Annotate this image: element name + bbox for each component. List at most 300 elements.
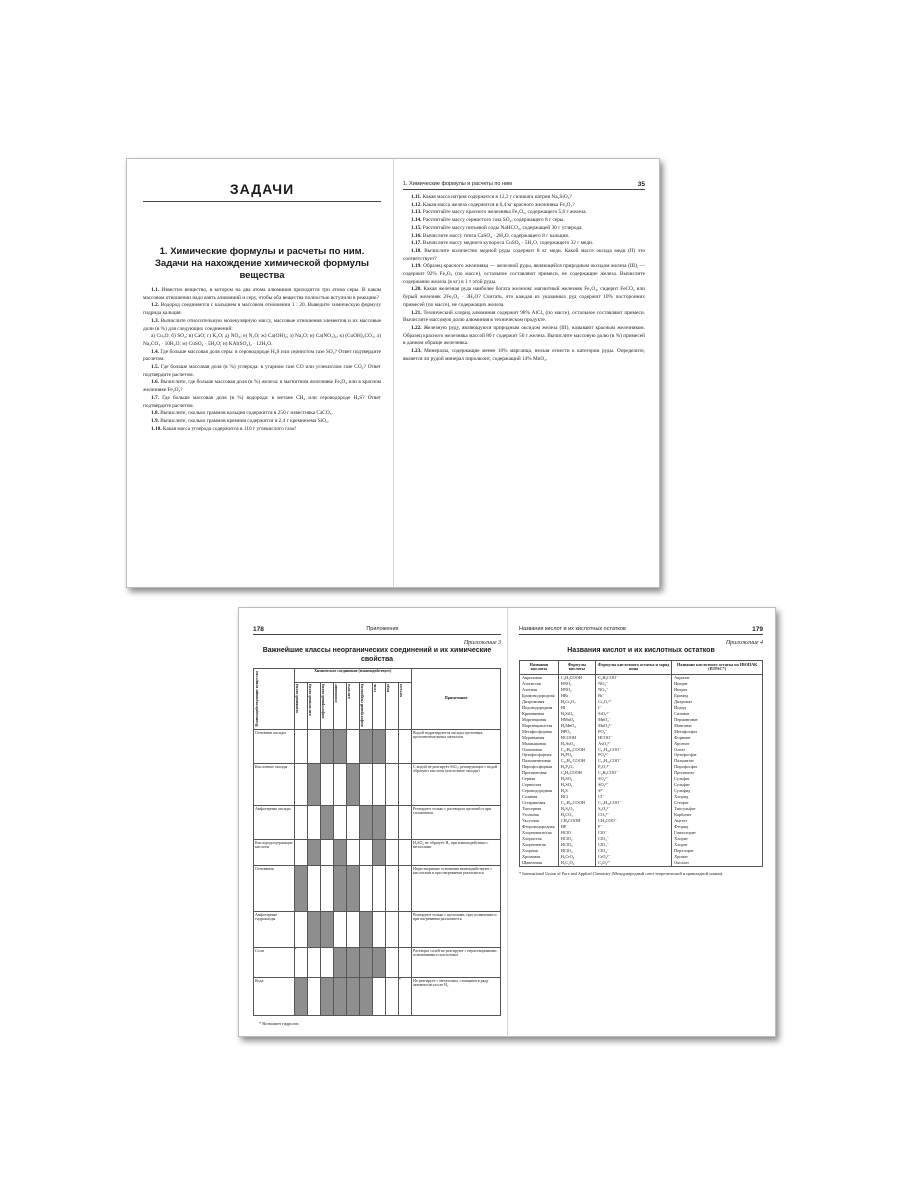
row-note: Водой гидратируются оксиды щелочных, щелочноземельных металлов bbox=[412, 729, 501, 763]
table-cell: C₂O₄²⁻ bbox=[596, 860, 672, 866]
table-cell bbox=[359, 977, 372, 1015]
table-cell: HClO₃ bbox=[558, 842, 595, 848]
table-cell: H₂SiO₃ bbox=[558, 711, 595, 717]
problem-item bbox=[403, 348, 645, 363]
table-cell bbox=[385, 839, 398, 865]
table-cell bbox=[359, 805, 372, 839]
table-cell bbox=[320, 805, 333, 839]
table-cell bbox=[346, 729, 359, 763]
table-cell: Соляная bbox=[520, 794, 559, 800]
col-header-sub: амфотерный гидроксид bbox=[359, 682, 372, 729]
problem-number: 1.13. bbox=[411, 209, 422, 216]
problem-number: 1.18. bbox=[411, 247, 422, 254]
table-row bbox=[254, 947, 501, 977]
col-header: Формулы кислоты bbox=[558, 660, 595, 675]
problem-item bbox=[403, 248, 645, 263]
table-cell bbox=[320, 947, 333, 977]
table-cell bbox=[294, 763, 307, 805]
table-row bbox=[254, 911, 501, 947]
table-cell: PO₄³⁻ bbox=[596, 752, 672, 758]
problem-item bbox=[143, 287, 381, 302]
table-cell: Cl⁻ bbox=[596, 794, 672, 800]
table-cell: C₂H₅COOH bbox=[558, 770, 595, 776]
table-cell: HI bbox=[558, 705, 595, 711]
row-label: Основания bbox=[254, 865, 295, 911]
col-header: Название кислотного остатка по ИЮПАК (IUPAC*) bbox=[672, 660, 763, 675]
table-cell: HCl bbox=[558, 794, 595, 800]
running-head-title: Названия кислот и их кислотных остатков bbox=[519, 626, 626, 632]
problem-item bbox=[143, 418, 381, 426]
problem-text: Водород соединяется с кальцием в массовом отношении 1 : 20. Выведите химическую формулу гидрида кальция. bbox=[143, 302, 381, 317]
table-cell: Олеиновая bbox=[520, 747, 559, 753]
problem-list-left bbox=[143, 287, 381, 433]
problem-number: 1.8. bbox=[151, 410, 159, 417]
table-cell bbox=[307, 839, 320, 865]
table-cell: C₂H₅COO⁻ bbox=[596, 770, 672, 776]
table-cell bbox=[333, 911, 346, 947]
table-cell: I⁻ bbox=[596, 705, 672, 711]
table-cell bbox=[333, 729, 346, 763]
table-cell bbox=[320, 763, 333, 805]
table-cell bbox=[307, 729, 320, 763]
col-header-sub: основный оксид bbox=[294, 682, 307, 729]
table-cell: Гипохлорит bbox=[672, 830, 763, 836]
table-cell: Муравьиная bbox=[520, 735, 559, 741]
problem-item bbox=[403, 263, 645, 286]
table-cell bbox=[359, 763, 372, 805]
problem-item bbox=[403, 225, 645, 233]
table-cell: Пирофосфорная bbox=[520, 764, 559, 770]
table-cell: CH₃COO⁻ bbox=[596, 818, 672, 824]
table-cell: SiO₃²⁻ bbox=[596, 711, 672, 717]
problem-item bbox=[143, 333, 381, 348]
table-cell: H₂SO₃ bbox=[558, 782, 595, 788]
table-cell: Хромат bbox=[672, 854, 763, 860]
problem-number: 1.16. bbox=[411, 232, 422, 239]
col-header-sub: металл bbox=[398, 682, 411, 729]
table-cell: Нитрит bbox=[672, 681, 763, 687]
problem-number: 1.6. bbox=[151, 379, 159, 386]
spread-gutter bbox=[507, 608, 508, 1036]
problem-item bbox=[403, 310, 645, 325]
table-cell bbox=[372, 977, 385, 1015]
table-cell: Сульфит bbox=[672, 782, 763, 788]
table-cell: C₂H₃COOH bbox=[558, 675, 595, 681]
table-cell: Стеариновая bbox=[520, 800, 559, 806]
table-cell: Тиосерная bbox=[520, 806, 559, 812]
appendix-label: Приложение 3 bbox=[463, 640, 501, 646]
table-cell: H₄P₂O₇ bbox=[558, 764, 595, 770]
table-cell bbox=[307, 805, 320, 839]
table-cell: HCOOH bbox=[558, 735, 595, 741]
table-cell: Сульфид bbox=[672, 788, 763, 794]
problem-number: 1.12. bbox=[411, 201, 422, 208]
table-cell: HClO₂ bbox=[558, 836, 595, 842]
table-cell: Мышьяковая bbox=[520, 741, 559, 747]
table-cell: Хлорноватая bbox=[520, 842, 559, 848]
problem-item bbox=[403, 240, 645, 248]
table-cell: Хлорная bbox=[520, 848, 559, 854]
table-row bbox=[254, 763, 501, 805]
problem-number: 1.4. bbox=[151, 348, 159, 355]
table-cell: Акрилат bbox=[672, 675, 763, 681]
problem-text: Образец красного железняка — железной руды, являющейся природным оксидом железа (III), — содержит 92% Fe₂O₃ (по массе), остальное составляют примеси, не содержащие железа. Вычислите содержание железа (в кг) в 1 т этой руды. bbox=[403, 263, 645, 285]
table-cell: H₂CrO₄ bbox=[558, 854, 595, 860]
table-cell bbox=[385, 763, 398, 805]
table-row bbox=[520, 860, 763, 866]
table-row bbox=[254, 865, 501, 911]
table-cell: SO₄²⁻ bbox=[596, 776, 672, 782]
problem-item bbox=[143, 395, 381, 410]
table-cell: F⁻ bbox=[596, 824, 672, 830]
table-cell bbox=[359, 865, 372, 911]
table-cell: * bbox=[294, 947, 307, 977]
table-cell: Пальмитиновая bbox=[520, 758, 559, 764]
row-label: Соли bbox=[254, 947, 295, 977]
table-cell bbox=[346, 805, 359, 839]
table-cell bbox=[333, 839, 346, 865]
problem-item bbox=[143, 379, 381, 394]
problem-text: Рассчитайте массу сернистого газа SO₂, содержащего 8 г серы. bbox=[422, 217, 565, 224]
table-cell: Силикат bbox=[672, 711, 763, 717]
table-cell bbox=[372, 805, 385, 839]
table-cell bbox=[333, 805, 346, 839]
table-cell bbox=[333, 865, 346, 911]
spread-gutter bbox=[393, 159, 394, 587]
problem-text: Какая масса углерода содержится в 110 г углекислого газа? bbox=[162, 425, 297, 432]
table-cell: Хлорноватистая bbox=[520, 830, 559, 836]
problem-text: Вычислите, где больше массовая доля (в %) железа: в магнитном железняке Fe₃O₄ или в красном железняке Fe₂O₃? bbox=[143, 379, 381, 394]
problem-text: Где больше массовая доля серы: в сероводороде H₂S или сернистом газе SO₂? Ответ подтвердите расчетом. bbox=[143, 348, 381, 363]
table-cell: S₂O₃²⁻ bbox=[596, 806, 672, 812]
table-cell: Br⁻ bbox=[596, 693, 672, 699]
table-cell: Манганат bbox=[672, 723, 763, 729]
table-cell: HF bbox=[558, 824, 595, 830]
table-cell: Марганцовая bbox=[520, 717, 559, 723]
problem-number: 1.11. bbox=[411, 194, 422, 200]
row-note: Растворы солей не реагируют с нерастворимыми основаниями и кислотами bbox=[412, 947, 501, 977]
compound-classes-table bbox=[253, 668, 501, 1016]
appendix-title: Важнейшие классы неорганических соединений и их химические свойства bbox=[262, 647, 492, 663]
table-cell: Азотная bbox=[520, 687, 559, 693]
table-cell: Щавелевая bbox=[520, 860, 559, 866]
table-cell: H₂C₂O₄ bbox=[558, 860, 595, 866]
table-cell: Фтороводородная bbox=[520, 824, 559, 830]
col-header-sub: вода bbox=[385, 682, 398, 729]
problem-text: а) Cu₂O; б) SO₂; в) CaO; г) K₂O; д) NO₂; е) N₂O; ж) Ca(OH)₂; з) Na₂O; и) Ca(NO₃)₂; к) (CuOH)₂CO₃; л) Na₂CO₃ · 10H₂O; м) CuSO₄ · 5H₂O; н) KAl(SO₄)₂ · 12H₂O. bbox=[143, 333, 381, 347]
table-cell: Пальмитат bbox=[672, 758, 763, 764]
table-cell: Карбонат bbox=[672, 812, 763, 818]
table-cell: HCOO⁻ bbox=[596, 735, 672, 741]
table-cell bbox=[333, 763, 346, 805]
table-cell bbox=[398, 865, 411, 911]
table-cell bbox=[320, 977, 333, 1015]
appendix-label: Приложение 4 bbox=[725, 640, 763, 646]
problem-number: 1.3. bbox=[151, 317, 159, 324]
table-cell bbox=[346, 763, 359, 805]
table-cell: Йодид bbox=[672, 705, 763, 711]
table-cell: HNO₂ bbox=[558, 681, 595, 687]
table-cell bbox=[307, 763, 320, 805]
book-spread-problems bbox=[126, 158, 660, 588]
problem-text: Какая масса железа содержится в 6,4 кг красного железняка Fe₂O₃? bbox=[422, 201, 575, 208]
problem-item bbox=[403, 209, 645, 217]
table-cell bbox=[398, 911, 411, 947]
table-cell: ClO₄⁻ bbox=[596, 848, 672, 854]
table-cell: Азотистая bbox=[520, 681, 559, 687]
row-note: Не реагирует с металлами, стоящими в ряду активности после H₂ bbox=[412, 977, 501, 1015]
table-cell bbox=[359, 729, 372, 763]
problem-text: Технический хлорид алюминия содержит 98% AlCl₃ (по массе), остальное составляют примеси. Вычислите массовую долю алюминия в техническом продукте. bbox=[403, 309, 645, 324]
problem-item bbox=[403, 325, 645, 348]
table-cell: Марганцовистая bbox=[520, 723, 559, 729]
table-cell bbox=[398, 839, 411, 865]
table-cell bbox=[346, 947, 359, 977]
table-cell: HPO₃ bbox=[558, 729, 595, 735]
table-cell bbox=[372, 865, 385, 911]
table-cell: H₂CO₃ bbox=[558, 812, 595, 818]
table-cell: C₁₇H₃₃COOH bbox=[558, 747, 595, 753]
problem-number: 1.23. bbox=[411, 348, 422, 355]
table-cell: C₁₇H₃₃COO⁻ bbox=[596, 747, 672, 753]
table-cell: ClO₃⁻ bbox=[596, 842, 672, 848]
table-cell bbox=[320, 729, 333, 763]
problem-item bbox=[143, 318, 381, 333]
problem-text: Где больше массовая доля (в %) водорода: в метане CH₄ или сероводороде H₂S? Ответ подтвердите расчетом. bbox=[143, 394, 381, 409]
problem-text: Известно вещество, в котором на два атома алюминия приходится три атома серы. В каком массовом отношении надо взять алюминий и серу, чтобы оба вещества полностью вступили в реакцию? bbox=[143, 287, 381, 301]
col-header-notes: Примечание bbox=[412, 669, 501, 730]
table-cell bbox=[398, 947, 411, 977]
table-cell: H₂S bbox=[558, 788, 595, 794]
book-spread-appendix bbox=[238, 607, 776, 1037]
table-cell: CrO₄²⁻ bbox=[596, 854, 672, 860]
page-left-appendix3 bbox=[253, 608, 501, 1036]
problem-text: Вычислите, сколько граммов кремния содержится в 2,4 г кремнезема SiO₂. bbox=[160, 417, 330, 424]
heading-rule bbox=[143, 201, 381, 202]
table-cell: Перманганат bbox=[672, 717, 763, 723]
table-cell bbox=[385, 805, 398, 839]
problem-text: Вычислите массу гипса CaSO₄ · 2H₂O, содержащего 8 г кальция. bbox=[422, 232, 570, 239]
table-cell: * bbox=[398, 977, 411, 1015]
table-cell: Метафосфат bbox=[672, 729, 763, 735]
problem-text: Рассчитайте массу питьевой соды NaHCO₃, содержащей 30 г углерода. bbox=[422, 224, 583, 231]
col-header-group: Химическое соединение (взаимодействует) bbox=[294, 669, 411, 683]
problem-item bbox=[143, 426, 381, 434]
table-cell: Ортофосфат bbox=[672, 752, 763, 758]
table-cell: Оксалат bbox=[672, 860, 763, 866]
table-cell: HBr bbox=[558, 693, 595, 699]
table-cell: PO₃⁻ bbox=[596, 729, 672, 735]
table-cell bbox=[372, 839, 385, 865]
running-header bbox=[253, 608, 501, 635]
table-cell bbox=[372, 947, 385, 977]
table-cell: C₁₅H₃₁COO⁻ bbox=[596, 758, 672, 764]
problem-item bbox=[403, 233, 645, 241]
table-cell: Пирофосфат bbox=[672, 764, 763, 770]
table-cell: Серная bbox=[520, 776, 559, 782]
problem-number: 1.14. bbox=[411, 217, 422, 224]
chapter-heading: ЗАДАЧИ bbox=[229, 181, 295, 197]
table-cell: H₃AsO₄ bbox=[558, 741, 595, 747]
table-row bbox=[254, 805, 501, 839]
problem-item bbox=[143, 364, 381, 379]
running-header bbox=[403, 159, 645, 190]
table-cell bbox=[294, 805, 307, 839]
table-cell bbox=[346, 865, 359, 911]
col-header-sub: амфотерный оксид bbox=[320, 682, 333, 729]
problem-text: Вычислите количество медной руды содержит 8 кг меди. Какой массе оксида меди (II) это соответствует? bbox=[403, 247, 645, 262]
table-cell bbox=[333, 947, 346, 977]
table-cell: NO₃⁻ bbox=[596, 687, 672, 693]
table-cell: Хлористая bbox=[520, 836, 559, 842]
table-cell: Пропионат bbox=[672, 770, 763, 776]
row-note: Реагируют только с щелочами, при сплавлении и при нагревании разлагаются bbox=[412, 911, 501, 947]
table-cell: H₂MnO₄ bbox=[558, 723, 595, 729]
page-left-problems bbox=[143, 159, 381, 587]
table-cell: SO₃²⁻ bbox=[596, 782, 672, 788]
table-cell bbox=[385, 865, 398, 911]
table-cell: Кремниевая bbox=[520, 711, 559, 717]
problem-text: Какая масса натрия содержится в 12,2 г силиката натрия Na₂SiO₃? bbox=[422, 194, 572, 200]
table-cell bbox=[398, 763, 411, 805]
table-cell: Арсенат bbox=[672, 741, 763, 747]
table-cell bbox=[307, 865, 320, 911]
table-cell bbox=[294, 839, 307, 865]
problem-number: 1.19. bbox=[411, 263, 422, 270]
col-header-sub: соль bbox=[372, 682, 385, 729]
table-cell: AsO₄³⁻ bbox=[596, 741, 672, 747]
table-cell: HClO bbox=[558, 830, 595, 836]
table-cell: C₁₇H₃₅COO⁻ bbox=[596, 800, 672, 806]
problem-item bbox=[143, 410, 381, 418]
problem-text: Где больше массовая доля (в %) углерода: в угарном газе CO или углекислом газе CO₂? Ответ подтвердите расчетом. bbox=[143, 364, 381, 378]
table-cell bbox=[320, 911, 333, 947]
table-cell bbox=[346, 911, 359, 947]
section-title: 1. Химические формулы и расчеты по ним. Задачи на нахождение химической формулы вещества bbox=[154, 246, 369, 281]
table-cell: HMnO₄ bbox=[558, 717, 595, 723]
problem-text: Вычислите массу медного купороса CuSO₄ · 5H₂O, содержащего 32 г меди. bbox=[422, 240, 594, 247]
table-cell: Нитрат bbox=[672, 687, 763, 693]
table-cell: Сульфат bbox=[672, 776, 763, 782]
table-cell: Бромид bbox=[672, 693, 763, 699]
table-footnote: * Возможен гидролиз. bbox=[259, 1020, 300, 1026]
running-head-title: Приложения bbox=[366, 626, 399, 632]
table-cell: H₂Cr₂O₇ bbox=[558, 699, 595, 705]
table-cell bbox=[294, 911, 307, 947]
page-number: 178 bbox=[253, 626, 264, 633]
row-note: H₂SO₄ не образует H₂ при взаимодействии с металлами bbox=[412, 839, 501, 865]
running-header bbox=[519, 608, 763, 635]
problem-item bbox=[403, 217, 645, 225]
table-cell bbox=[294, 729, 307, 763]
table-cell bbox=[385, 911, 398, 947]
table-cell: Хлорид bbox=[672, 794, 763, 800]
table-cell bbox=[333, 977, 346, 1015]
problem-number: 1.15. bbox=[411, 224, 422, 231]
table-cell bbox=[294, 865, 307, 911]
table-cell: H₃PO₄ bbox=[558, 752, 595, 758]
problem-number: 1.9. bbox=[151, 417, 159, 424]
problem-text: Минералы, содержащие менее 10% марганца, нельзя отнести к категории руды. Определите, является ли рудой минерал пиролюзит, содержащий 14% MnO₂. bbox=[403, 348, 645, 362]
table-cell: Хлорат bbox=[672, 842, 763, 848]
problem-number: 1.1. bbox=[151, 287, 159, 293]
running-head-title: 1. Химические формулы и расчеты по ним bbox=[403, 181, 512, 187]
table-cell: Уксусная bbox=[520, 818, 559, 824]
col-header-sub: кислота bbox=[346, 682, 359, 729]
col-header-first: Взаимодействующие вещества bbox=[254, 669, 295, 730]
table-cell bbox=[359, 947, 372, 977]
row-label: Амфотерные оксиды bbox=[254, 805, 295, 839]
problem-text: Какая железная руда наиболее богата железом: магнитный железняк Fe₃O₄, сидерит FeCO₃ или бурый железняк 2Fe₂O₃ · 3H₂O? Считать, что каждая из указанных руд содержит 10% посторонних примесей (по массе), не содержащих железа. bbox=[403, 286, 645, 308]
table-cell: Хлорит bbox=[672, 836, 763, 842]
table-cell: Тиосульфат bbox=[672, 806, 763, 812]
problem-number: 1.5. bbox=[151, 364, 159, 371]
table-footnote: * International Union of Pure and Applied Chemistry (Международный союз теоретической и прикладной химии). bbox=[519, 870, 724, 876]
row-label: Амфотерные гидроксиды bbox=[254, 911, 295, 947]
table-cell: MnO₄²⁻ bbox=[596, 723, 672, 729]
problem-text: Вычислите, сколько граммов кальция содержится в 250 г известняка CaCO₃. bbox=[160, 410, 333, 417]
row-note: Нерастворимые основания взаимодействуют с кислотами и при нагревании разлагаются bbox=[412, 865, 501, 911]
table-cell: CO₃²⁻ bbox=[596, 812, 672, 818]
acids-table bbox=[519, 660, 763, 867]
table-row bbox=[254, 977, 501, 1015]
problem-number: 1.2. bbox=[151, 302, 159, 309]
appendix-title: Названия кислот и их кислотных остатков bbox=[567, 647, 715, 654]
col-header-sub: кислотный оксид bbox=[307, 682, 320, 729]
problem-number: 1.22. bbox=[411, 324, 422, 331]
table-cell bbox=[398, 805, 411, 839]
problem-text: Вычислите относительную молекулярную массу, массовые отношения элементов и их массовые доли (в %) для следующих соединений: bbox=[143, 317, 381, 332]
col-header: Названия кислоты bbox=[520, 660, 559, 675]
problem-number: 1.7. bbox=[151, 394, 159, 401]
table-cell bbox=[294, 977, 307, 1015]
table-cell: C₁₅H₃₁COOH bbox=[558, 758, 595, 764]
table-cell bbox=[372, 911, 385, 947]
table-cell: H₂SO₄ bbox=[558, 776, 595, 782]
table-cell: Олеат bbox=[672, 747, 763, 753]
table-cell bbox=[346, 839, 359, 865]
table-cell bbox=[385, 947, 398, 977]
row-label: Кислотные оксиды bbox=[254, 763, 295, 805]
problem-text: Железную руду, являющуюся природным оксидом железа (III), называют красным железняком. Образец красного железняка массой 80 г содержит 50 г железа. Вычислите массовую долю (в %) примесей в данном образце железняка. bbox=[403, 324, 645, 347]
col-header: Формулы кислотного остатка и заряд иона bbox=[596, 660, 672, 675]
problem-item bbox=[403, 286, 645, 309]
table-cell bbox=[385, 729, 398, 763]
table-cell: Дихромат bbox=[672, 699, 763, 705]
table-cell bbox=[359, 911, 372, 947]
problem-number: 1.21. bbox=[411, 309, 422, 316]
table-cell bbox=[372, 763, 385, 805]
table-cell: HClO₄ bbox=[558, 848, 595, 854]
table-cell: MnO₄⁻ bbox=[596, 717, 672, 723]
table-cell: Бромоводородная bbox=[520, 693, 559, 699]
table-cell: HNO₃ bbox=[558, 687, 595, 693]
table-cell: Фторид bbox=[672, 824, 763, 830]
table-cell: NO₂⁻ bbox=[596, 681, 672, 687]
table-cell bbox=[307, 947, 320, 977]
problem-list-right bbox=[403, 194, 645, 363]
table-cell bbox=[359, 839, 372, 865]
table-cell: Метафосфорная bbox=[520, 729, 559, 735]
page-number: 179 bbox=[752, 626, 763, 633]
page-right-problems bbox=[403, 159, 645, 587]
page-number: 35 bbox=[637, 181, 645, 188]
table-cell: C₂H₃COO⁻ bbox=[596, 675, 672, 681]
problem-item bbox=[143, 349, 381, 364]
table-cell: S²⁻ bbox=[596, 788, 672, 794]
table-cell: CH₃COOH bbox=[558, 818, 595, 824]
col-header-sub: основание bbox=[333, 682, 346, 729]
